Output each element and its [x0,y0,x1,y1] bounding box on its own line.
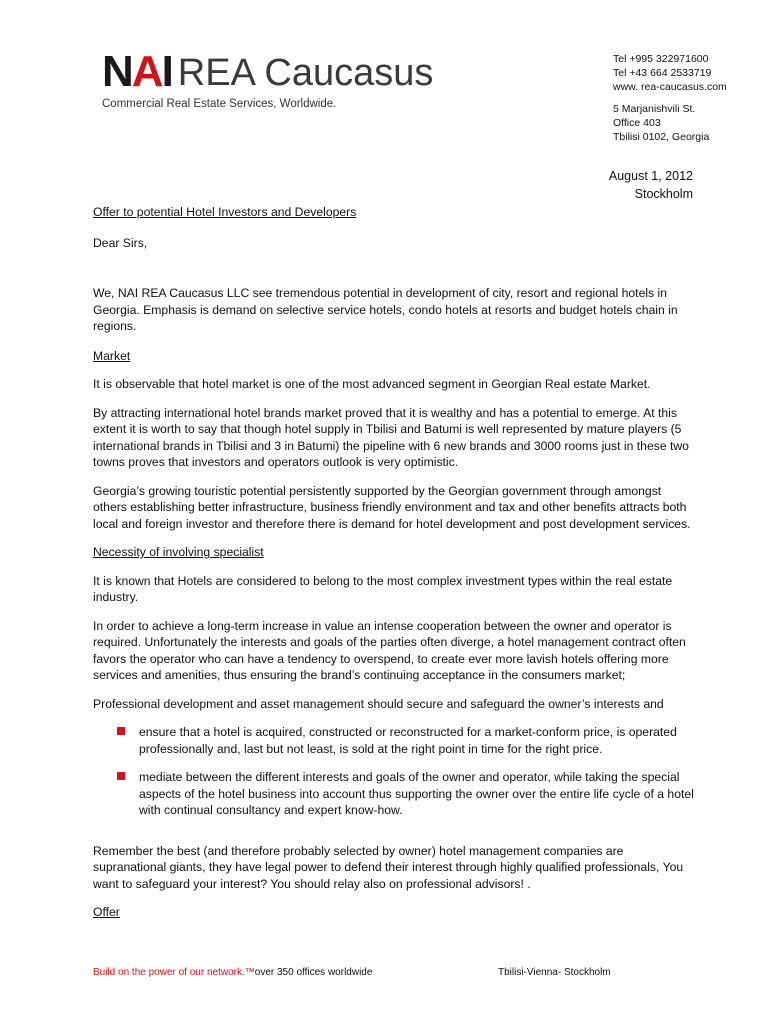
red-square-bullet-icon [117,727,125,735]
footer-offices: over 350 offices worldwide [254,967,373,978]
market-heading: Market [93,348,131,363]
salutation: Dear Sirs, [93,235,148,250]
market-paragraph-1: It is observable that hotel market is one of the most advanced segment in Georgian Real estate Market. [93,377,651,391]
contact-block [613,52,727,144]
logo-nai-mark: NAI [102,47,172,96]
footer-cities: Tbilisi-Vienna- Stockholm [498,967,611,978]
red-square-bullet-icon [117,772,125,780]
bullet-list [93,724,698,819]
address-street: 5 Marjanishvili St. [613,103,696,115]
market-paragraph-3: Georgia’s growing touristic potential persistently supported by the Georgian government through amongst others establishing better infrastructure, business friendly environment and tax and other benefits attracts both local and foreign investor and therefore there is demand for hotel development and post development services. [93,483,691,531]
letter-subject: Offer to potential Hotel Investors and Developers [93,205,357,219]
letter-date: August 1, 2012 [608,169,693,183]
address-office: Office 403 [613,117,661,129]
market-paragraph-2: By attracting international hotel brands market proved that it is wealthy and has a potential to emerge. At this extent it is worth to say that though hotel supply in Tbilisi and Batumi is well represented by mature players (5 international brands in Tbilisi and 3 in Batumi) the pipeline with 6 new brands and 3000 rooms just in these two towns proves that investors and operators outlook is very optimistic. [93,405,689,469]
intro-paragraph: We, NAI REA Caucasus LLC see tremendous potential in development of city, resort and regional hotels in Georgia. Emphasis is demand on selective service hotels, condo hotels at resorts and budget hotels chain in regions. [93,286,678,333]
letter-body [93,204,698,921]
list-item: ensure that a hotel is acquired, constructed or reconstructed for a market-conform price, is operated professionally and, last but not least, is sold at the right point in time for the right price. [93,724,698,757]
footer-slogan: Build on the power of our network.™ [93,967,255,978]
contact-phone-2: Tel +43 664 2533719 [613,67,712,79]
specialist-paragraph-1: It is known that Hotels are considered to belong to the most complex investment types within the real estate industry. [93,573,673,604]
specialist-heading: Necessity of involving specialist [93,545,264,559]
contact-phone-1: Tel +995 322971600 [613,53,709,65]
specialist-paragraph-3: Professional development and asset management should secure and safeguard the owner’s interests and [93,696,664,711]
list-item: mediate between the different interests and goals of the owner and operator, while taking the special aspects of the hotel business into account thus supporting the owner over the entire life cycle of a hotel with continual consultancy and expert know-how. [93,769,698,819]
date-block [609,167,693,203]
page-footer [93,967,653,978]
letter-place: Stockholm [634,187,693,201]
contact-website: www. rea-caucasus.com [613,81,727,93]
offer-heading: Offer [93,905,120,919]
specialist-paragraph-2: In order to achieve a long-term increase in value an intense cooperation between the owner and operator is required. Unfortunately the interests and goals of the parties often diverge, a hotel management contract often favors the operator who can have a tendency to overspend, to create ever more lavish hotels offering more services and amenities, thus ensuring the brand’s continuing acceptance in the consumers market; [93,618,686,682]
logo-company-name: REA Caucasus [177,52,434,94]
logo-wordmark [102,47,434,96]
closing-paragraph: Remember the best (and therefore probably selected by owner) hotel management companies are supranational giants, they have legal power to defend their interest through highly qualified professionals, You want to safeguard your interest? You should relay also on professional advisors! . [93,843,684,891]
address-city: Tbilisi 0102, Georgia [613,131,710,143]
logo-tagline: Commercial Real Estate Services, Worldwide. [102,98,337,110]
company-logo [102,47,522,120]
